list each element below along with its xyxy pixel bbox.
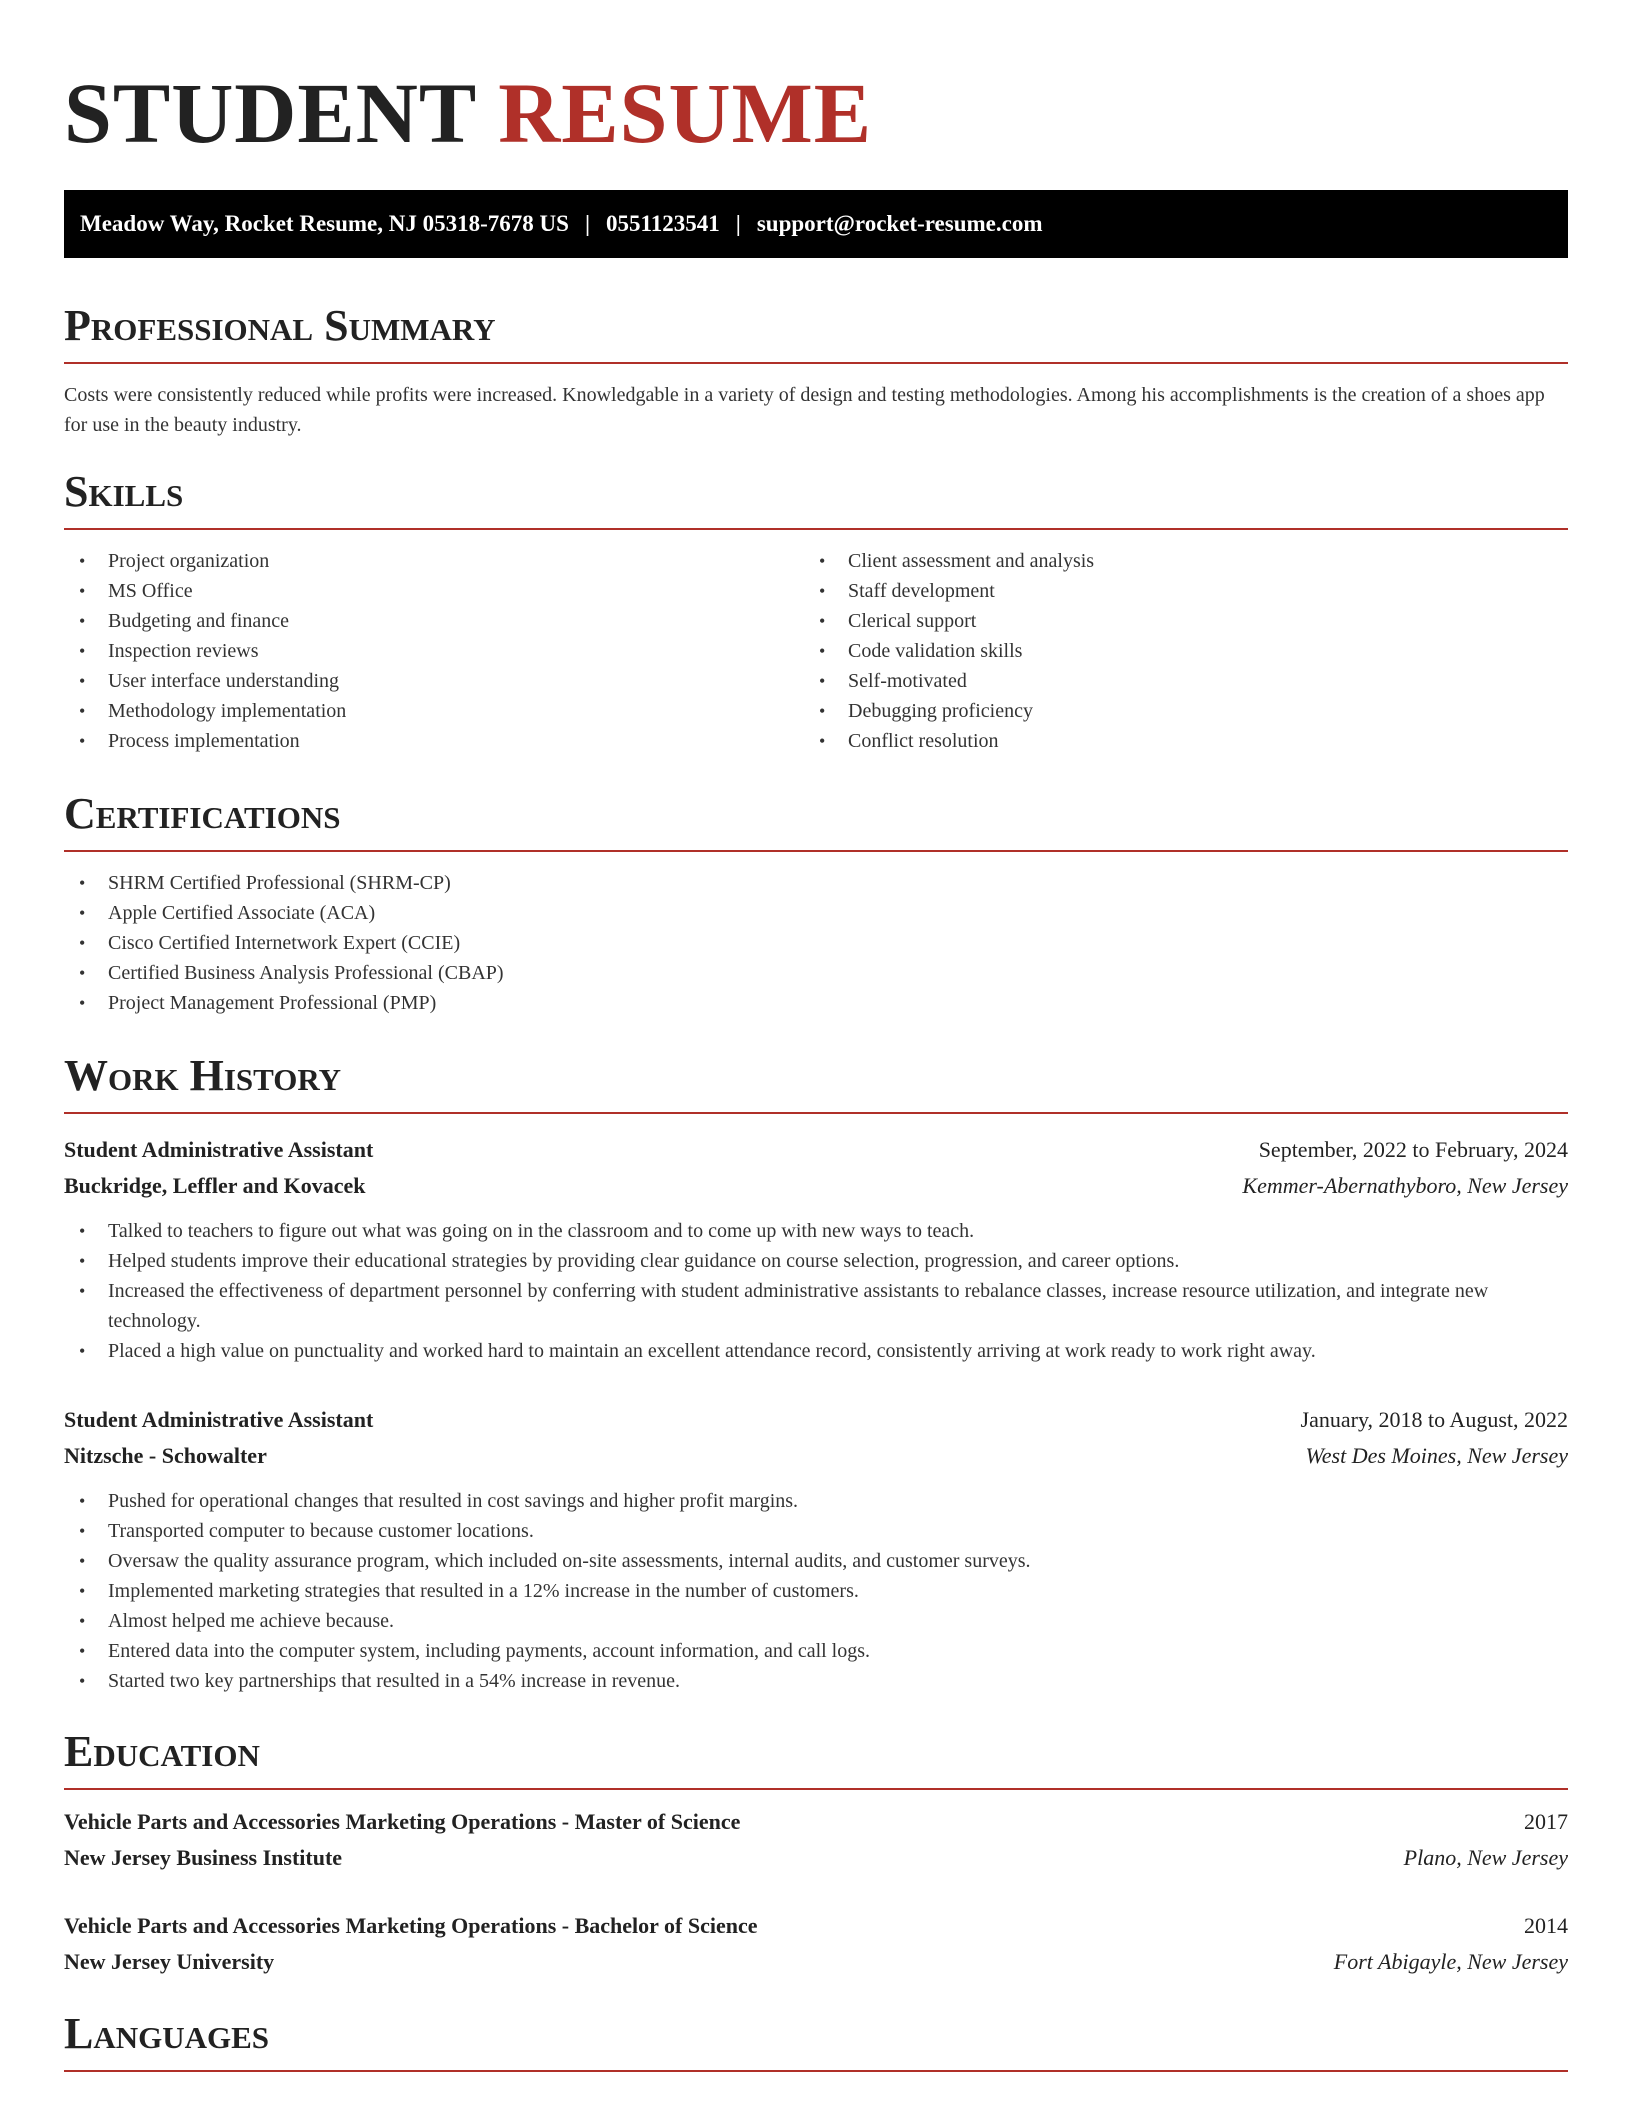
- skill-item: • Self-motivated: [804, 666, 1544, 696]
- education-location: Fort Abigayle, New Jersey: [1333, 1949, 1568, 1974]
- skills-grid: [64, 546, 1568, 756]
- education-degree: Vehicle Parts and Accessories Marketing Operations - Master of Science: [64, 1809, 741, 1834]
- section-title-education: Education: [64, 1730, 1568, 1790]
- education-section: [64, 1727, 1568, 1980]
- job-company: Nitzsche - Schowalter: [64, 1443, 267, 1468]
- section-title-summary: Professional Summary: [64, 304, 1568, 364]
- education-year: 2014: [1524, 1913, 1568, 1938]
- education-entry: [64, 1908, 1568, 1980]
- education-entry: [64, 1804, 1568, 1876]
- skill-item: • Debugging proficiency: [804, 696, 1544, 726]
- job-bullet: • Pushed for operational changes that resulted in cost savings and higher profit margins.: [64, 1486, 1568, 1516]
- section-title-languages: Languages: [64, 2012, 1568, 2072]
- education-subheader-row: [64, 1944, 1568, 1980]
- education-header-row: [64, 1804, 1568, 1840]
- skill-item: • Methodology implementation: [64, 696, 804, 726]
- skill-item: • Process implementation: [64, 726, 804, 756]
- skill-item: • Budgeting and finance: [64, 606, 804, 636]
- contact-phone: 0551123541: [606, 211, 720, 236]
- skill-item: • Conflict resolution: [804, 726, 1544, 756]
- skill-item: • Inspection reviews: [64, 636, 804, 666]
- job-bullets: [64, 1486, 1568, 1696]
- certification-item: • Cisco Certified Internetwork Expert (CCIE): [64, 928, 1568, 958]
- education-year: 2017: [1524, 1809, 1568, 1834]
- summary-text: Costs were consistently reduced while profits were increased. Knowledgable in a variety of design and testing methodologies. Among his accomplishments is the creation of a shoes app for use in the beauty industry.: [64, 384, 1545, 436]
- skill-item: • Client assessment and analysis: [804, 546, 1544, 576]
- job-location: West Des Moines, New Jersey: [1305, 1443, 1568, 1468]
- skill-item: • Clerical support: [804, 606, 1544, 636]
- job-bullets: [64, 1216, 1568, 1366]
- education-subheader-row: [64, 1840, 1568, 1876]
- contact-email: support@rocket-resume.com: [756, 211, 1043, 236]
- education-school: New Jersey Business Institute: [64, 1845, 343, 1870]
- job-location: Kemmer-Abernathyboro, New Jersey: [1242, 1173, 1568, 1198]
- education-location: Plano, New Jersey: [1403, 1845, 1568, 1870]
- job-subheader-row: [64, 1438, 1568, 1474]
- job-bullet: • Placed a high value on punctuality and worked hard to maintain an excellent attendance record, consistently arriving at work ready to work right away.: [64, 1336, 1568, 1366]
- section-title-certifications: Certifications: [64, 792, 1568, 852]
- job-entry: [64, 1132, 1568, 1366]
- job-bullet: • Entered data into the computer system, including payments, account information, and call logs.: [64, 1636, 1568, 1666]
- education-school: New Jersey University: [64, 1949, 275, 1974]
- job-bullet: • Started two key partnerships that resulted in a 54% increase in revenue.: [64, 1666, 1568, 1696]
- job-header-row: [64, 1132, 1568, 1168]
- name-last: RESUME: [498, 65, 873, 161]
- work-history-section: [64, 1051, 1568, 1696]
- contact-separator: |: [735, 211, 741, 236]
- certification-item: • Apple Certified Associate (ACA): [64, 898, 1568, 928]
- certification-item: • Project Management Professional (PMP): [64, 988, 1568, 1018]
- job-bullet: • Almost helped me achieve because.: [64, 1606, 1568, 1636]
- job-subheader-row: [64, 1168, 1568, 1204]
- job-dates: September, 2022 to February, 2024: [1258, 1137, 1568, 1162]
- section-title-work-history: Work History: [64, 1054, 1568, 1114]
- job-entry: [64, 1402, 1568, 1696]
- job-bullet: • Implemented marketing strategies that resulted in a 12% increase in the number of customers.: [64, 1576, 1568, 1606]
- job-bullet: • Transported computer to because customer locations.: [64, 1516, 1568, 1546]
- job-bullet: • Increased the effectiveness of department personnel by conferring with student administrative assistants to rebalance classes, increase resource utilization, and integrate new technology.: [64, 1276, 1568, 1336]
- skills-list-left: [64, 546, 804, 756]
- contact-address: Meadow Way, Rocket Resume, NJ 05318-7678 US: [80, 211, 569, 236]
- languages-section: [64, 2009, 1568, 2072]
- skill-item: • Project organization: [64, 546, 804, 576]
- name-first: STUDENT: [64, 65, 476, 161]
- certification-item: • SHRM Certified Professional (SHRM-CP): [64, 868, 1568, 898]
- summary-section: [64, 301, 1568, 440]
- skills-list-right: [804, 546, 1544, 756]
- job-bullet: • Talked to teachers to figure out what was going on in the classroom and to come up with new ways to teach.: [64, 1216, 1568, 1246]
- education-degree: Vehicle Parts and Accessories Marketing Operations - Bachelor of Science: [64, 1913, 758, 1938]
- skill-item: • Code validation skills: [804, 636, 1544, 666]
- resume-name: [64, 65, 1568, 161]
- contact-bar: [64, 190, 1568, 258]
- job-header-row: [64, 1402, 1568, 1438]
- job-bullet: • Oversaw the quality assurance program, which included on-site assessments, internal audits, and customer surveys.: [64, 1546, 1568, 1576]
- job-role: Student Administrative Assistant: [64, 1137, 374, 1162]
- job-bullet: • Helped students improve their educational strategies by providing clear guidance on course selection, progression, and career options.: [64, 1246, 1568, 1276]
- certifications-section: [64, 789, 1568, 1018]
- skill-item: • MS Office: [64, 576, 804, 606]
- job-role: Student Administrative Assistant: [64, 1407, 374, 1432]
- skills-section: [64, 467, 1568, 756]
- job-dates: January, 2018 to August, 2022: [1300, 1407, 1568, 1432]
- certification-item: • Certified Business Analysis Professional (CBAP): [64, 958, 1568, 988]
- contact-separator: |: [584, 211, 591, 236]
- education-header-row: [64, 1908, 1568, 1944]
- skill-item: • User interface understanding: [64, 666, 804, 696]
- certifications-list: [64, 868, 1568, 1018]
- section-title-skills: Skills: [64, 470, 1568, 530]
- job-company: Buckridge, Leffler and Kovacek: [64, 1173, 366, 1198]
- skill-item: • Staff development: [804, 576, 1544, 606]
